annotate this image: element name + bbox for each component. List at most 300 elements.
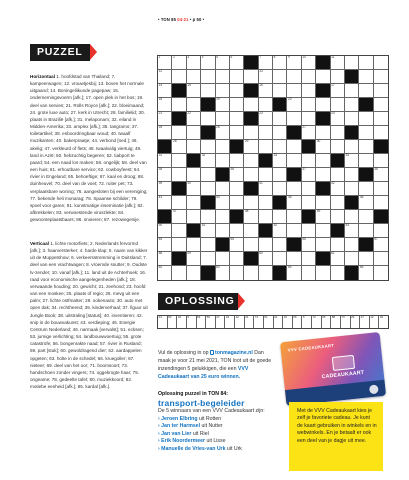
cell-number: 37 xyxy=(302,167,306,172)
grid-cell[interactable] xyxy=(287,112,301,126)
grid-cell[interactable] xyxy=(287,140,301,154)
grid-cell[interactable] xyxy=(187,252,201,266)
cell-number: 65 xyxy=(359,265,364,270)
grid-cell[interactable] xyxy=(359,70,373,84)
grid-cell[interactable] xyxy=(259,84,273,98)
grid-cell[interactable] xyxy=(244,70,258,84)
solution-cell-number: 53 xyxy=(168,315,172,320)
grid-cell[interactable] xyxy=(201,140,215,154)
grid-cell[interactable] xyxy=(273,238,287,252)
grid-cell[interactable] xyxy=(331,126,345,140)
grid-cell[interactable] xyxy=(172,168,186,182)
grid-cell[interactable] xyxy=(259,112,273,126)
grid-cell[interactable] xyxy=(287,266,301,280)
grid-cell[interactable] xyxy=(216,140,230,154)
grid-cell[interactable] xyxy=(244,210,258,224)
grid-cell[interactable] xyxy=(216,224,230,238)
grid-cell[interactable] xyxy=(374,84,388,98)
grid-cell[interactable] xyxy=(273,252,287,266)
winner-name: Jan ter Harmsel xyxy=(161,423,201,430)
cell-number: 54 xyxy=(158,237,163,242)
grid-cell[interactable] xyxy=(172,210,186,224)
grid-cell[interactable] xyxy=(345,154,359,168)
grid-cell[interactable] xyxy=(302,168,316,182)
solution-cell[interactable] xyxy=(187,316,197,328)
grid-cell[interactable] xyxy=(331,238,345,252)
grid-block xyxy=(158,140,172,154)
cell-number: 45 xyxy=(287,195,292,200)
cell-number: 29 xyxy=(244,139,249,144)
solution-cell[interactable] xyxy=(177,315,190,328)
grid-cell[interactable] xyxy=(230,182,244,196)
grid-block xyxy=(345,126,359,140)
grid-cell[interactable] xyxy=(259,168,273,182)
solution-cell[interactable] xyxy=(264,316,274,328)
grid-cell[interactable] xyxy=(345,238,359,252)
grid-cell[interactable] xyxy=(216,154,230,168)
grid-cell[interactable] xyxy=(287,154,301,168)
cell-number: 58 xyxy=(158,251,163,256)
grid-cell[interactable] xyxy=(287,182,301,196)
grid-cell[interactable] xyxy=(345,56,359,70)
arrow-icon: › xyxy=(158,438,162,445)
grid-cell[interactable] xyxy=(316,154,330,168)
grid-cell[interactable] xyxy=(345,168,359,182)
grid-cell[interactable] xyxy=(244,224,258,238)
cell-number: 15 xyxy=(187,83,191,88)
solution-cell[interactable] xyxy=(379,316,388,328)
grid-cell[interactable] xyxy=(201,238,215,252)
solution-cell[interactable] xyxy=(322,316,332,328)
solution-cell[interactable] xyxy=(274,316,284,328)
website-link[interactable]: tonmagazine.nl xyxy=(215,350,253,356)
grid-cell[interactable] xyxy=(230,154,244,168)
grid-block xyxy=(316,112,330,126)
grid-block xyxy=(201,266,215,280)
grid-cell[interactable] xyxy=(259,70,273,84)
solution-cell-number: 16 xyxy=(283,315,287,320)
solution-cell-number: 12 xyxy=(235,315,239,320)
cell-number: 47 xyxy=(172,209,177,214)
grid-cell[interactable] xyxy=(287,252,301,266)
grid-cell[interactable] xyxy=(187,196,201,210)
grid-cell[interactable] xyxy=(259,196,273,210)
grid-cell[interactable] xyxy=(259,182,273,196)
grid-cell[interactable] xyxy=(216,70,230,84)
solution-cell[interactable] xyxy=(351,316,361,328)
grid-cell[interactable] xyxy=(374,252,388,266)
solution-cell-number: 9 xyxy=(187,315,190,320)
winner-place: uit Riel xyxy=(191,430,209,437)
grid-cell[interactable] xyxy=(345,112,359,126)
grid-cell[interactable] xyxy=(374,238,388,252)
grid-cell[interactable] xyxy=(273,154,287,168)
grid-cell[interactable] xyxy=(287,70,301,84)
solution-cell[interactable] xyxy=(206,316,216,328)
grid-cell[interactable] xyxy=(259,238,273,252)
grid-cell[interactable] xyxy=(273,126,287,140)
grid-cell[interactable] xyxy=(187,210,201,224)
grid-cell[interactable] xyxy=(216,126,230,140)
grid-cell[interactable] xyxy=(187,126,201,140)
grid-cell[interactable] xyxy=(359,112,373,126)
grid-cell[interactable] xyxy=(187,70,201,84)
grid-cell[interactable] xyxy=(230,196,244,210)
cell-number: 7 xyxy=(259,55,261,60)
grid-cell[interactable] xyxy=(345,210,359,224)
grid-cell[interactable] xyxy=(331,182,345,196)
solution-cell[interactable] xyxy=(168,316,178,328)
arrow-icon: › xyxy=(158,423,162,430)
grid-cell[interactable] xyxy=(302,196,316,210)
grid-cell[interactable] xyxy=(287,98,301,112)
grid-block xyxy=(316,84,330,98)
cell-number: 57 xyxy=(374,237,378,242)
grid-cell[interactable] xyxy=(287,224,301,238)
grid-cell[interactable] xyxy=(345,140,359,154)
grid-cell[interactable] xyxy=(201,154,215,168)
grid-cell[interactable] xyxy=(187,56,201,70)
grid-cell[interactable] xyxy=(172,196,186,210)
grid-block xyxy=(287,168,301,182)
grid-block xyxy=(244,252,258,266)
grid-cell[interactable] xyxy=(316,196,330,210)
grid-cell[interactable] xyxy=(187,98,201,112)
grid-cell[interactable] xyxy=(273,56,287,70)
grid-cell[interactable] xyxy=(316,140,330,154)
grid-cell[interactable] xyxy=(216,55,233,70)
grid-cell[interactable] xyxy=(359,266,373,280)
grid-cell[interactable] xyxy=(187,266,201,280)
grid-cell[interactable] xyxy=(244,168,258,182)
grid-cell[interactable] xyxy=(374,168,388,182)
grid-cell[interactable] xyxy=(158,56,172,70)
page-header: • TON 85 04-21 • p 50 • xyxy=(158,17,205,22)
grid-cell[interactable] xyxy=(201,224,215,238)
grid-cell[interactable] xyxy=(158,224,172,238)
grid-cell[interactable] xyxy=(187,168,201,182)
grid-cell[interactable] xyxy=(374,112,388,126)
grid-cell[interactable] xyxy=(230,98,244,112)
cell-number: 2 xyxy=(172,55,175,60)
grid-cell[interactable] xyxy=(259,56,273,70)
grid-cell[interactable] xyxy=(158,266,172,280)
grid-cell[interactable] xyxy=(287,196,301,210)
grid-cell[interactable] xyxy=(259,266,273,280)
winner-name: Jan van Lier xyxy=(161,430,192,437)
grid-cell[interactable] xyxy=(172,126,186,140)
grid-cell[interactable] xyxy=(273,168,287,182)
grid-cell[interactable] xyxy=(345,182,359,196)
grid-cell[interactable] xyxy=(230,112,244,126)
grid-cell[interactable] xyxy=(158,98,172,112)
grid-cell[interactable] xyxy=(316,266,330,280)
grid-cell[interactable] xyxy=(302,266,316,280)
grid-cell[interactable] xyxy=(230,56,244,70)
solution-cell[interactable] xyxy=(197,316,207,328)
grid-cell[interactable] xyxy=(302,252,316,266)
grid-cell[interactable] xyxy=(345,224,359,238)
grid-cell[interactable] xyxy=(158,168,172,182)
grid-cell[interactable] xyxy=(244,140,258,154)
grid-cell[interactable] xyxy=(331,252,345,266)
grid-block xyxy=(316,252,330,266)
grid-cell[interactable] xyxy=(287,84,301,98)
grid-cell[interactable] xyxy=(259,140,273,154)
grid-block xyxy=(345,266,359,280)
grid-cell[interactable] xyxy=(158,154,172,168)
grid-cell[interactable] xyxy=(359,126,373,140)
card-brand: VVV CADEAUKAART xyxy=(287,342,335,353)
grid-cell[interactable] xyxy=(273,84,287,98)
winner-place: uit Urk xyxy=(225,446,242,453)
grid-cell[interactable] xyxy=(331,196,345,210)
grid-cell[interactable] xyxy=(216,98,230,112)
solution-cell[interactable] xyxy=(216,316,226,328)
grid-cell[interactable] xyxy=(359,182,373,196)
grid-cell[interactable] xyxy=(374,56,388,70)
grid-cell[interactable] xyxy=(216,252,230,266)
grid-cell[interactable] xyxy=(230,84,244,98)
solution-cell-number: 41 xyxy=(274,315,278,320)
grid-cell[interactable] xyxy=(216,112,230,126)
grid-cell[interactable] xyxy=(359,56,373,70)
solution-cell[interactable] xyxy=(370,316,380,328)
grid-cell[interactable] xyxy=(244,154,258,168)
grid-cell[interactable] xyxy=(201,70,215,84)
grid-cell[interactable] xyxy=(158,70,172,84)
grid-cell[interactable] xyxy=(331,70,345,84)
grid-cell[interactable] xyxy=(374,182,388,196)
cell-number: 50 xyxy=(158,223,163,228)
grid-cell[interactable] xyxy=(158,252,172,266)
grid-cell[interactable] xyxy=(201,112,215,126)
cell-number: 23 xyxy=(259,111,263,116)
grid-cell[interactable] xyxy=(302,98,316,112)
solution-cell[interactable] xyxy=(302,316,312,328)
grid-cell[interactable] xyxy=(187,182,201,196)
grid-cell[interactable] xyxy=(359,84,373,98)
cell-number: 24 xyxy=(331,111,335,116)
grid-cell[interactable] xyxy=(259,126,273,140)
cell-number: 36 xyxy=(230,167,235,172)
grid-cell[interactable] xyxy=(201,252,215,266)
solution-cell[interactable] xyxy=(225,316,235,328)
solution-cell[interactable] xyxy=(158,316,168,328)
grid-cell[interactable] xyxy=(201,210,215,224)
crossword-grid[interactable] xyxy=(157,55,389,281)
grid-block xyxy=(374,140,388,154)
solution-cell-number: 88 xyxy=(331,315,336,320)
winner-item xyxy=(158,416,288,424)
grid-cell[interactable] xyxy=(230,168,244,182)
grid-cell[interactable] xyxy=(331,98,345,112)
grid-cell[interactable] xyxy=(158,182,172,196)
grid-cell[interactable] xyxy=(158,112,172,126)
grid-cell[interactable] xyxy=(216,266,230,280)
grid-cell[interactable] xyxy=(273,112,287,126)
grid-cell[interactable] xyxy=(359,196,373,210)
grid-block xyxy=(302,140,316,154)
grid-cell[interactable] xyxy=(331,56,345,70)
grid-cell[interactable] xyxy=(172,98,186,112)
solution-cell[interactable] xyxy=(245,316,255,328)
solution-cell[interactable] xyxy=(293,316,303,328)
grid-cell[interactable] xyxy=(316,210,330,224)
grid-cell[interactable] xyxy=(201,56,215,70)
grid-block xyxy=(359,168,373,182)
cell-number: 5 xyxy=(216,55,218,60)
grid-cell[interactable] xyxy=(273,70,287,84)
grid-cell[interactable] xyxy=(331,140,345,154)
grid-cell[interactable] xyxy=(302,70,316,84)
grid-cell[interactable] xyxy=(158,238,172,252)
grid-cell[interactable] xyxy=(331,84,345,98)
solution-cell-number: 63 xyxy=(197,315,201,320)
grid-block xyxy=(172,84,186,98)
grid-cell[interactable] xyxy=(244,238,258,252)
solution-cell[interactable] xyxy=(331,316,341,328)
grid-cell[interactable] xyxy=(273,140,287,154)
grid-cell[interactable] xyxy=(201,168,215,182)
promo-text: Met de VVV Cadeaukaart kies je zelf je favoriete cadeau. Je kunt de kaart gebruiken in winkels en in webwinkels. En je betaalt er ook een deel van je dagje uit mee. xyxy=(297,408,377,444)
solution-cell[interactable] xyxy=(312,316,322,328)
grid-cell[interactable] xyxy=(216,84,230,98)
grid-cell[interactable] xyxy=(172,140,186,154)
grid-cell[interactable] xyxy=(172,56,186,70)
grid-cell[interactable] xyxy=(187,84,201,98)
cell-number: 18 xyxy=(158,97,163,102)
grid-cell[interactable] xyxy=(230,224,244,238)
grid-cell[interactable] xyxy=(273,182,287,196)
grid-cell[interactable] xyxy=(359,224,373,238)
grid-cell[interactable] xyxy=(345,98,359,112)
grid-cell[interactable] xyxy=(345,84,359,98)
grid-cell[interactable] xyxy=(273,224,287,238)
solution-grid[interactable] xyxy=(157,315,389,329)
grid-cell[interactable] xyxy=(201,182,215,196)
cell-number: 21 xyxy=(158,111,163,116)
grid-cell[interactable] xyxy=(302,238,316,252)
grid-cell[interactable] xyxy=(230,70,244,84)
solution-cell[interactable] xyxy=(283,316,293,328)
solution-cell-number: 6 xyxy=(302,315,305,320)
grid-cell[interactable] xyxy=(230,238,244,252)
grid-cell[interactable] xyxy=(230,126,244,140)
grid-cell[interactable] xyxy=(172,154,186,168)
grid-cell[interactable] xyxy=(316,224,330,238)
grid-cell[interactable] xyxy=(374,266,388,280)
solution-cell-number: 29 xyxy=(351,315,355,320)
grid-cell[interactable] xyxy=(316,238,330,252)
previous-solution xyxy=(158,391,288,454)
cell-number: 6 xyxy=(230,55,233,60)
grid-cell[interactable] xyxy=(331,112,345,126)
grid-cell[interactable] xyxy=(259,252,273,266)
solution-cell[interactable] xyxy=(360,316,370,328)
grid-cell[interactable] xyxy=(230,252,244,266)
grid-cell[interactable] xyxy=(187,112,201,126)
grid-cell[interactable] xyxy=(244,98,258,112)
grid-cell[interactable] xyxy=(359,210,373,224)
grid-cell[interactable] xyxy=(172,266,186,280)
grid-cell[interactable] xyxy=(187,238,201,252)
grid-cell[interactable] xyxy=(374,126,388,140)
grid-cell[interactable] xyxy=(216,210,230,224)
grid-cell[interactable] xyxy=(259,210,273,224)
grid-cell[interactable] xyxy=(374,196,388,210)
grid-cell[interactable] xyxy=(230,266,244,280)
grid-cell[interactable] xyxy=(374,224,388,238)
grid-cell[interactable] xyxy=(172,70,186,84)
grid-cell[interactable] xyxy=(244,196,258,210)
arrow-icon: › xyxy=(158,446,162,453)
grid-cell[interactable] xyxy=(359,154,373,168)
solution-cell-number: 59 xyxy=(206,315,210,320)
grid-cell[interactable] xyxy=(244,126,258,140)
grid-cell[interactable] xyxy=(259,98,273,112)
grid-cell[interactable] xyxy=(359,252,373,266)
grid-cell[interactable] xyxy=(216,182,230,196)
grid-cell[interactable] xyxy=(158,84,172,98)
grid-cell[interactable] xyxy=(302,126,316,140)
grid-cell[interactable] xyxy=(316,98,330,112)
grid-cell[interactable] xyxy=(374,154,388,168)
grid-cell[interactable] xyxy=(302,154,316,168)
grid-cell[interactable] xyxy=(359,140,373,154)
solution-cell-number: 22 xyxy=(225,315,230,320)
cell-number: 55 xyxy=(230,237,235,242)
cell-number: 10 xyxy=(302,55,306,60)
grid-cell[interactable] xyxy=(216,196,230,210)
grid-cell[interactable] xyxy=(187,140,201,154)
solution-cell[interactable] xyxy=(341,316,351,328)
grid-cell[interactable] xyxy=(273,210,287,224)
grid-cell[interactable] xyxy=(345,252,359,266)
grid-cell[interactable] xyxy=(172,238,186,252)
solution-cell[interactable] xyxy=(254,316,264,328)
grid-cell[interactable] xyxy=(374,70,388,84)
grid-cell[interactable] xyxy=(302,182,316,196)
grid-cell[interactable] xyxy=(302,84,316,98)
cell-number: 40 xyxy=(187,181,191,186)
solution-cell[interactable] xyxy=(235,316,245,328)
cell-number: 4 xyxy=(201,55,204,60)
grid-cell[interactable] xyxy=(287,210,301,224)
solution-cell-number: 27 xyxy=(216,315,220,320)
grid-block xyxy=(316,182,330,196)
grid-cell[interactable] xyxy=(331,266,345,280)
grid-cell[interactable] xyxy=(302,112,316,126)
grid-cell[interactable] xyxy=(331,210,345,224)
grid-cell[interactable] xyxy=(316,168,330,182)
solution-cell-number: 32 xyxy=(379,315,384,320)
grid-cell[interactable] xyxy=(172,224,186,238)
grid-block xyxy=(273,98,287,112)
grid-cell[interactable] xyxy=(201,84,215,98)
grid-cell[interactable] xyxy=(244,266,258,280)
grid-cell[interactable] xyxy=(302,56,316,70)
grid-cell[interactable] xyxy=(158,126,172,140)
grid-cell[interactable] xyxy=(316,126,330,140)
grid-cell[interactable] xyxy=(287,56,301,70)
grid-block xyxy=(216,168,230,182)
grid-cell[interactable] xyxy=(302,224,316,238)
grid-cell[interactable] xyxy=(316,70,330,84)
grid-cell[interactable] xyxy=(374,98,388,112)
grid-cell[interactable] xyxy=(331,168,345,182)
grid-cell[interactable] xyxy=(158,196,172,210)
